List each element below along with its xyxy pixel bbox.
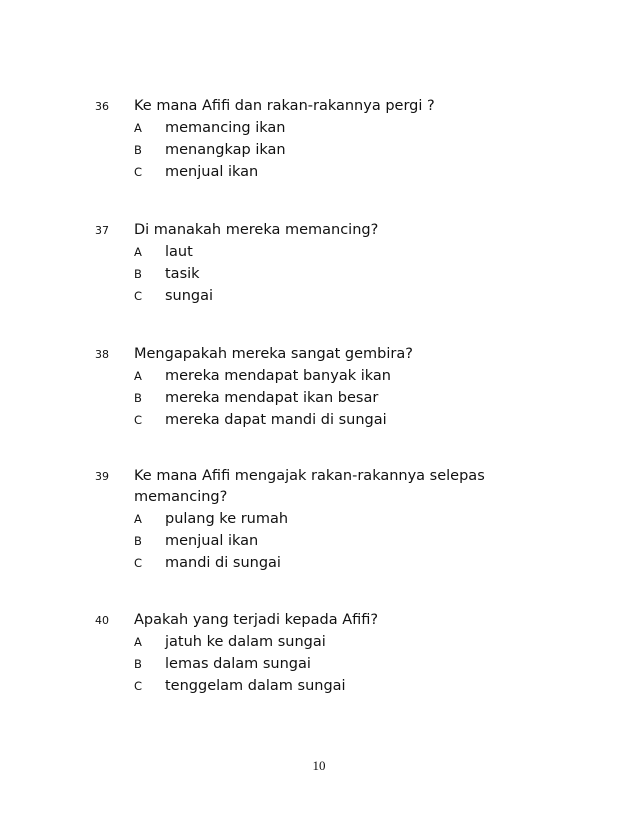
- option-text: tenggelam dalam sungai: [165, 678, 346, 694]
- option-37-a: [0, 242, 638, 264]
- question-number: 40: [95, 614, 109, 627]
- option-38-a: [0, 366, 638, 388]
- option-36-b: [0, 140, 638, 162]
- option-39-b: [0, 531, 638, 553]
- option-text: mereka dapat mandi di sungai: [165, 412, 387, 428]
- option-letter: B: [134, 267, 142, 281]
- option-letter: B: [134, 391, 142, 405]
- option-text: menjual ikan: [165, 533, 259, 549]
- option-38-c: [0, 410, 638, 432]
- option-letter: A: [134, 635, 142, 649]
- question-text: Ke mana Afifi dan rakan-rakannya pergi ?: [134, 98, 435, 114]
- option-letter: C: [134, 556, 143, 570]
- option-letter: A: [134, 512, 142, 526]
- option-letter: B: [134, 534, 142, 548]
- option-letter: A: [134, 369, 142, 383]
- option-text: tasik: [165, 266, 200, 282]
- option-37-b: [0, 264, 638, 286]
- option-text: mereka mendapat banyak ikan: [165, 368, 391, 384]
- option-text: mandi di sungai: [165, 555, 281, 571]
- option-text: mereka mendapat ikan besar: [165, 390, 379, 406]
- option-text: menangkap ikan: [165, 142, 286, 158]
- question-text: Apakah yang terjadi kepada Afifi?: [134, 612, 379, 628]
- question-text: Mengapakah mereka sangat gembira?: [134, 346, 413, 362]
- question-text: Ke mana Afifi mengajak rakan-rakannya selepas memancing?: [134, 468, 485, 505]
- question-number: 38: [95, 348, 109, 361]
- option-letter: C: [134, 679, 143, 693]
- option-letter: B: [134, 657, 142, 671]
- option-text: lemas dalam sungai: [165, 656, 311, 672]
- option-letter: C: [134, 289, 143, 303]
- option-letter: A: [134, 121, 142, 135]
- option-36-c: [0, 162, 638, 184]
- option-text: pulang ke rumah: [165, 511, 289, 527]
- option-letter: C: [134, 413, 143, 427]
- option-letter: C: [134, 165, 143, 179]
- option-letter: A: [134, 245, 142, 259]
- option-40-c: [0, 676, 638, 698]
- question-text: Di manakah mereka memancing?: [134, 222, 379, 238]
- question-number: 36: [95, 100, 109, 113]
- option-text: laut: [165, 244, 193, 260]
- page-number: 10: [312, 758, 326, 773]
- option-text: jatuh ke dalam sungai: [165, 634, 326, 650]
- option-36-a: [0, 118, 638, 140]
- option-40-a: [0, 632, 638, 654]
- option-37-c: [0, 286, 638, 308]
- option-38-b: [0, 388, 638, 410]
- option-text: sungai: [165, 288, 214, 304]
- question-number: 39: [95, 470, 109, 483]
- option-40-b: [0, 654, 638, 676]
- option-39-a: [0, 509, 638, 531]
- question-number: 37: [95, 224, 109, 237]
- option-text: menjual ikan: [165, 164, 259, 180]
- option-text: memancing ikan: [165, 120, 286, 136]
- option-letter: B: [134, 143, 142, 157]
- option-39-c: [0, 553, 638, 575]
